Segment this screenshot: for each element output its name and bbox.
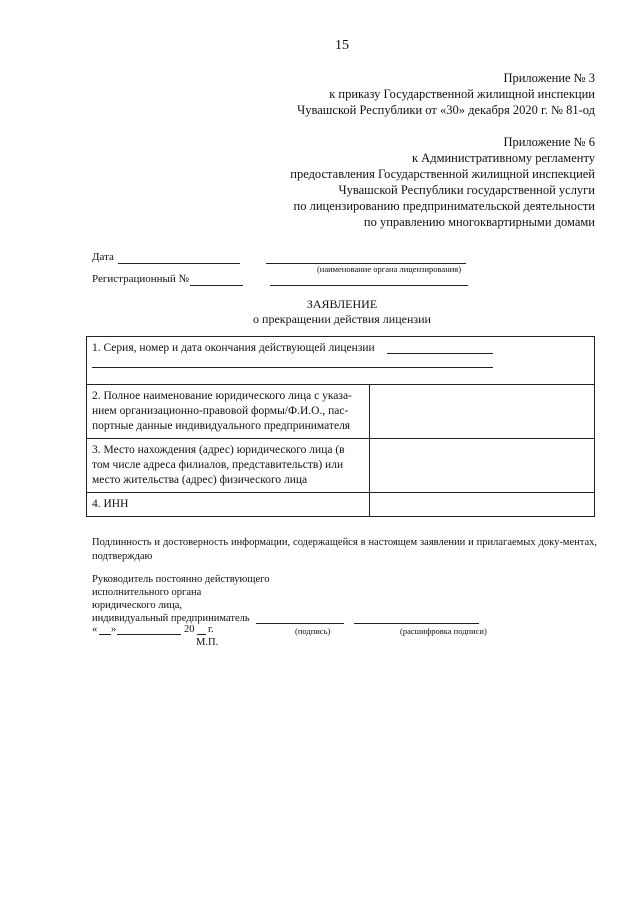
document-title: ЗАЯВЛЕНИЕ xyxy=(306,297,378,311)
annex-6-line-5: по управлению многоквартирными домами xyxy=(363,215,595,229)
annex-6-line-3: Чувашской Республики государственной услуги xyxy=(338,183,595,197)
year-prefix: 20 xyxy=(184,624,195,635)
date-label: Дата xyxy=(92,251,114,263)
address-label-cell xyxy=(87,439,370,493)
registration-number-label: Регистрационный № xyxy=(92,273,190,285)
declaration-text: Подлинность и достоверность информации, содержащейся в настоящем заявлении и прилагаемых доку-ментах, подтверждаю xyxy=(92,537,597,562)
signature-caption: (подпись) xyxy=(295,626,331,636)
annex-3-block xyxy=(175,70,595,118)
address-value-cell[interactable] xyxy=(370,439,595,493)
name-value-cell[interactable] xyxy=(370,385,595,439)
day-field[interactable] xyxy=(99,634,111,635)
registration-number-field[interactable] xyxy=(190,285,243,286)
license-second-line xyxy=(92,367,493,368)
date-close-quote: » xyxy=(111,624,117,635)
year-field[interactable] xyxy=(197,634,206,635)
annex-6-line-4: по лицензированию предпринимательской деятельности xyxy=(293,199,595,213)
signature-decode-caption: (расшифровка подписи) xyxy=(400,626,487,636)
page-number: 15 xyxy=(335,38,349,53)
authority-caption: (наименование органа лицензирования) xyxy=(316,264,462,274)
form-row-license xyxy=(87,337,595,385)
registration-extra-line xyxy=(270,285,468,286)
annex-3-line-1: к приказу Государственной жилищной инспекции xyxy=(329,87,595,101)
month-field[interactable] xyxy=(117,634,181,635)
signature-decode-field[interactable] xyxy=(354,623,479,624)
date-field[interactable] xyxy=(118,263,240,264)
form-row-address xyxy=(87,439,595,493)
name-label: 2. Полное наименование юридического лица с указа-нием организационно-правовой формы/Ф.И.О., пас-портные данные индивидуального предпринимателя xyxy=(92,390,352,432)
inn-label: 4. ИНН xyxy=(92,498,129,510)
date-open-quote: « xyxy=(92,624,98,635)
signatory-line-2: исполнительного органа xyxy=(92,587,202,598)
signatory-line-3: юридического лица, xyxy=(92,600,183,611)
annex-3-line-2: Чувашской Республики от «30» декабря 2020 г. № 81-од xyxy=(297,103,595,117)
license-cell[interactable] xyxy=(87,337,595,385)
inn-value-cell[interactable] xyxy=(370,493,595,517)
annex-6-block xyxy=(175,134,595,230)
application-form-table xyxy=(86,336,595,517)
annex-6-line-1: к Административному регламенту xyxy=(411,151,595,165)
annex-6-line-2: предоставления Государственной жилищной инспекцией xyxy=(290,167,595,181)
annex-6-title: Приложение № 6 xyxy=(503,135,595,149)
form-row-inn xyxy=(87,493,595,517)
license-inline-line xyxy=(387,353,493,354)
signatory-line-1: Руководитель постоянно действующего xyxy=(92,574,270,585)
signatory-line-4: индивидуальный предприниматель xyxy=(92,613,250,624)
license-label: 1. Серия, номер и дата окончания действующей лицензии xyxy=(92,342,375,354)
stamp-label: М.П. xyxy=(196,637,219,648)
name-label-cell xyxy=(87,385,370,439)
form-row-name xyxy=(87,385,595,439)
inn-label-cell xyxy=(87,493,370,517)
address-label: 3. Место нахождения (адрес) юридического лица (в том числе адреса филиалов, представительств) или место жительства (адрес) физического лица xyxy=(92,444,345,486)
document-subtitle: о прекращении действия лицензии xyxy=(253,312,431,326)
year-suffix: г. xyxy=(208,624,214,635)
annex-3-title: Приложение № 3 xyxy=(503,71,595,85)
signature-field[interactable] xyxy=(256,623,344,624)
